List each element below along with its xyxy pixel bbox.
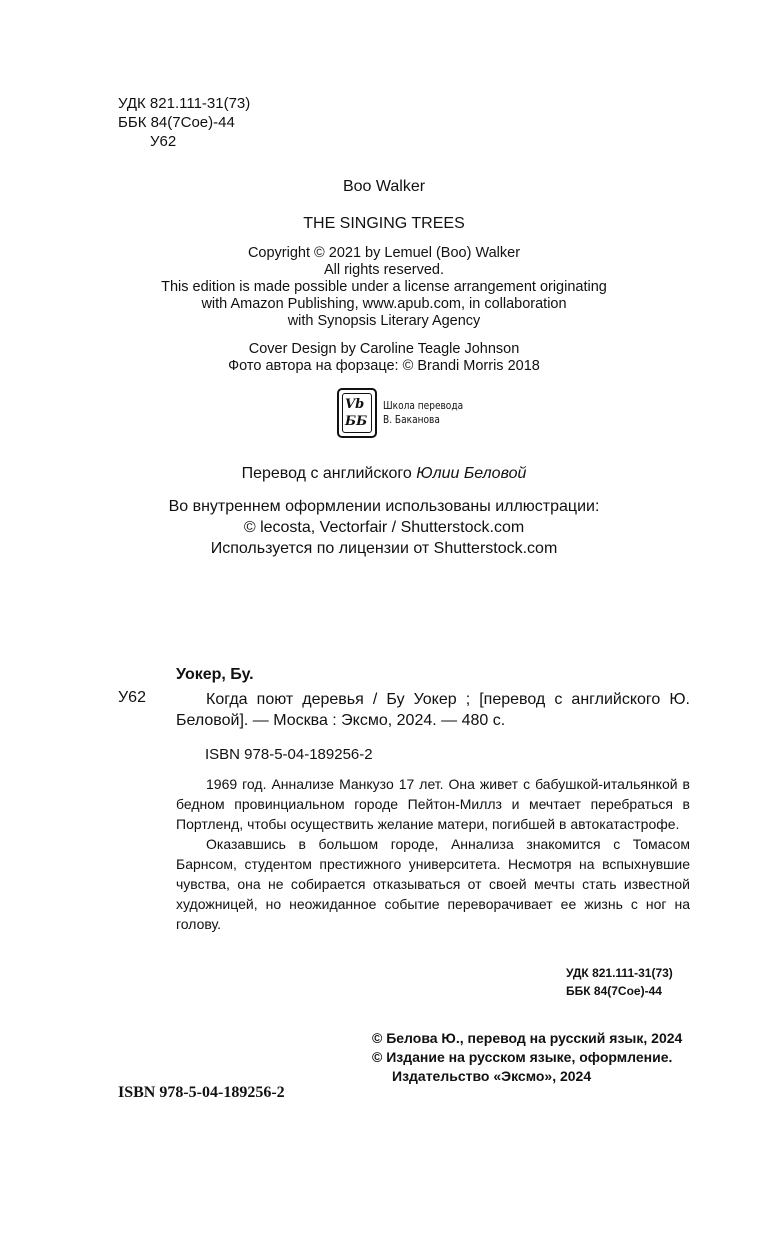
- logo-line-2: В. Баканова: [383, 413, 440, 426]
- author-photo-line: Фото автора на форзаце: © Brandi Morris 2018: [228, 358, 540, 374]
- copyright-line: Copyright © 2021 by Lemuel (Boo) Walker: [247, 245, 521, 261]
- illustrations-line: Используется по лицензии от Shutterstock.com: [210, 540, 558, 557]
- annotation-paragraph: 1969 год. Аннализе Манкузо 17 лет. Она живет с бабушкой-итальянкой в бедном провинциальном городе Пейтон-Миллз и мечтает перебраться в Портленд, чтобы осуществить желание матери, погибшей в автокатастрофе.: [176, 776, 690, 832]
- bibliographic-heading: Уокер, Бу.: [176, 666, 254, 683]
- classification-codes: [118, 94, 250, 151]
- bibliographic-isbn: ISBN 978-5-04-189256-2: [205, 746, 373, 763]
- author-mark: У62: [150, 133, 177, 150]
- copyright-line: with Synopsis Literary Agency: [287, 313, 481, 329]
- original-author: Boo Walker: [342, 178, 426, 195]
- udk-code: УДК 821.111-31(73): [118, 95, 251, 112]
- bibliographic-description: Когда поют деревья / Бу Уокер ; [перевод с английского Ю. Беловой]. — Москва : Эксмо, 2024. — 480 с.: [176, 691, 690, 729]
- copyright-block: [0, 245, 768, 330]
- copyright-line: All rights reserved.: [323, 262, 445, 278]
- translation-prefix: Перевод с английского: [241, 465, 412, 482]
- logo-letters: [345, 396, 367, 430]
- rights-block: [372, 1029, 702, 1086]
- bibliographic-author-mark: У62: [118, 689, 146, 706]
- rights-line: © Белова Ю., перевод на русский язык, 2024: [372, 1030, 683, 1046]
- cover-credits: [0, 341, 768, 375]
- footer-isbn: ISBN 978-5-04-189256-2: [118, 1084, 285, 1101]
- logo-text: [383, 399, 463, 427]
- annotation: [176, 774, 690, 934]
- rights-line: © Издание на русском языке, оформление. Издательство «Эксмо», 2024: [372, 1049, 673, 1084]
- translation-credit: [0, 465, 768, 483]
- cover-design-line: Cover Design by Caroline Teagle Johnson: [248, 341, 520, 357]
- copyright-line: with Amazon Publishing, www.apub.com, in collaboration: [201, 296, 567, 312]
- annotation-paragraph: Оказавшись в большом городе, Аннализа знакомится с Томасом Барнсом, студентом престижного университета. Несмотря на вспыхнувшие чувства, она не собирается отказываться от своей мечты стать известной художницей, но неожиданное событие переворачивает ее жизнь с ног на голову.: [176, 836, 690, 932]
- illustrations-line: Во внутреннем оформлении использованы иллюстрации:: [168, 498, 600, 515]
- translation-school-logo: [337, 388, 481, 438]
- bbk-code-right: ББК 84(7Сое)-44: [566, 984, 662, 998]
- logo-line-1: Школа перевода: [383, 399, 464, 412]
- logo-emblem: [337, 388, 377, 438]
- bbk-code: ББК 84(7Сое)-44: [118, 114, 235, 131]
- logo-letters-bottom: ББ: [345, 414, 368, 429]
- copyright-line: This edition is made possible under a license arrangement originating: [161, 279, 607, 295]
- original-title: THE SINGING TREES: [303, 215, 465, 232]
- udk-code-right: УДК 821.111-31(73): [566, 966, 673, 980]
- logo-letters-top: Vb: [345, 397, 365, 412]
- illustrations-line: © lecosta, Vectorfair / Shutterstock.com: [243, 519, 525, 536]
- translator-name: Юлии Беловой: [416, 465, 527, 482]
- illustrations-credit: [0, 496, 768, 559]
- classification-codes-right: [566, 964, 673, 1000]
